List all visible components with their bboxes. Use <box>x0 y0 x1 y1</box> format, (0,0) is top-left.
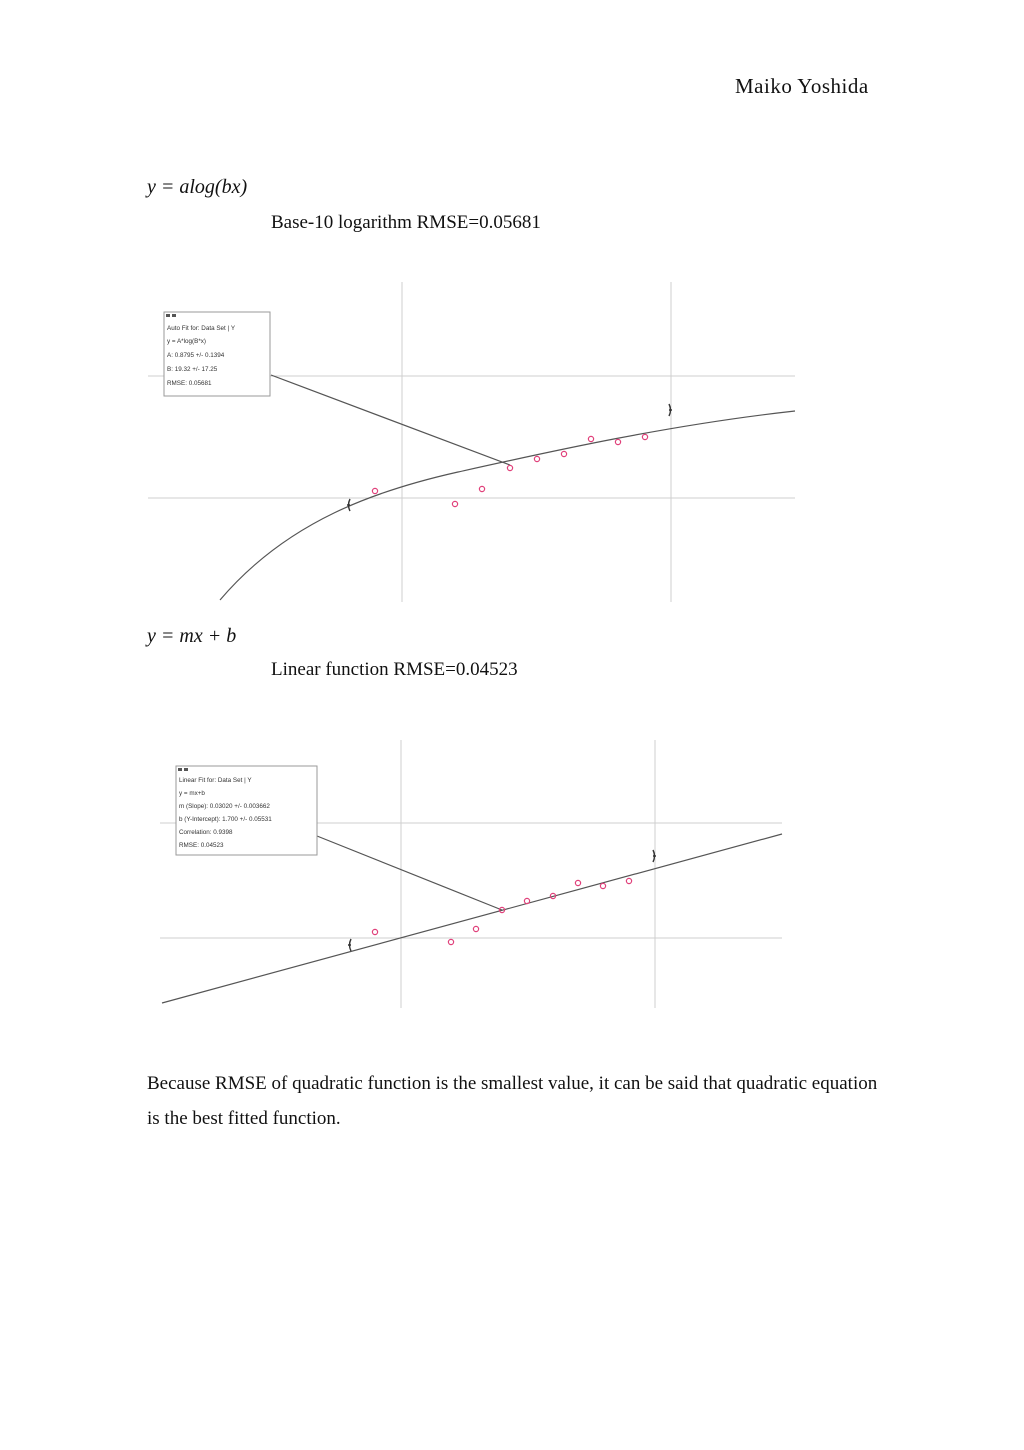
fit-line: B: 19.32 +/- 17.25 <box>167 366 218 373</box>
data-point <box>615 439 620 444</box>
data-point <box>479 486 484 491</box>
equation-linear: y = mx + b <box>147 625 237 647</box>
fit-line-text: Correlation: 0.9398 <box>179 829 233 836</box>
fit-line <box>162 834 782 1003</box>
fit-info-box[interactable] <box>176 766 317 855</box>
data-point <box>575 880 580 885</box>
data-point <box>507 465 512 470</box>
author-name: Maiko Yoshida <box>735 74 869 98</box>
data-point <box>452 501 457 506</box>
data-point <box>588 436 593 441</box>
selection-bracket-right[interactable] <box>653 850 656 862</box>
fit-line-text: b (Y-Intercept): 1.700 +/- 0.05531 <box>179 816 272 823</box>
conclusion-paragraph: Because RMSE of quadratic function is the smallest value, it can be said that quadratic equation is the best fitted function. <box>147 1073 878 1129</box>
fit-line-text: m (Slope): 0.03020 +/- 0.003662 <box>179 803 270 810</box>
equation-log: y = alog(bx) <box>147 176 248 198</box>
fit-line: y = A*log(B*x) <box>167 338 207 345</box>
caption-log: Base-10 logarithm RMSE=0.05681 <box>271 212 541 233</box>
data-point <box>600 883 605 888</box>
fit-curve <box>220 411 795 600</box>
callout-leader-line <box>271 375 510 465</box>
box-handle-icon <box>172 314 176 317</box>
box-handle-icon <box>184 768 188 771</box>
fit-info-box[interactable] <box>164 312 270 396</box>
log-fit-graph <box>148 280 798 605</box>
fit-line-text: y = mx+b <box>179 790 205 797</box>
box-handle-icon <box>178 768 182 771</box>
data-point <box>534 456 539 461</box>
fit-line: A: 0.8795 +/- 0.1394 <box>167 352 225 359</box>
data-point <box>372 488 377 493</box>
data-point <box>524 898 529 903</box>
linear-fit-graph <box>160 738 785 1010</box>
fit-line-text: RMSE: 0.04523 <box>179 842 224 849</box>
data-points <box>372 434 647 506</box>
callout-leader-line <box>317 836 502 910</box>
data-point <box>448 939 453 944</box>
selection-bracket-right[interactable] <box>669 404 672 416</box>
selection-bracket-left[interactable] <box>347 499 350 511</box>
data-point <box>626 878 631 883</box>
box-handle-icon <box>166 314 170 317</box>
fit-line: RMSE: 0.05681 <box>167 380 212 387</box>
data-point <box>642 434 647 439</box>
fit-line: Auto Fit for: Data Set | Y <box>167 325 236 332</box>
caption-linear: Linear function RMSE=0.04523 <box>271 659 518 680</box>
data-point <box>372 929 377 934</box>
selection-bracket-left[interactable] <box>348 939 351 951</box>
fit-line-text: Linear Fit for: Data Set | Y <box>179 777 252 784</box>
data-point <box>473 926 478 931</box>
data-point <box>561 451 566 456</box>
